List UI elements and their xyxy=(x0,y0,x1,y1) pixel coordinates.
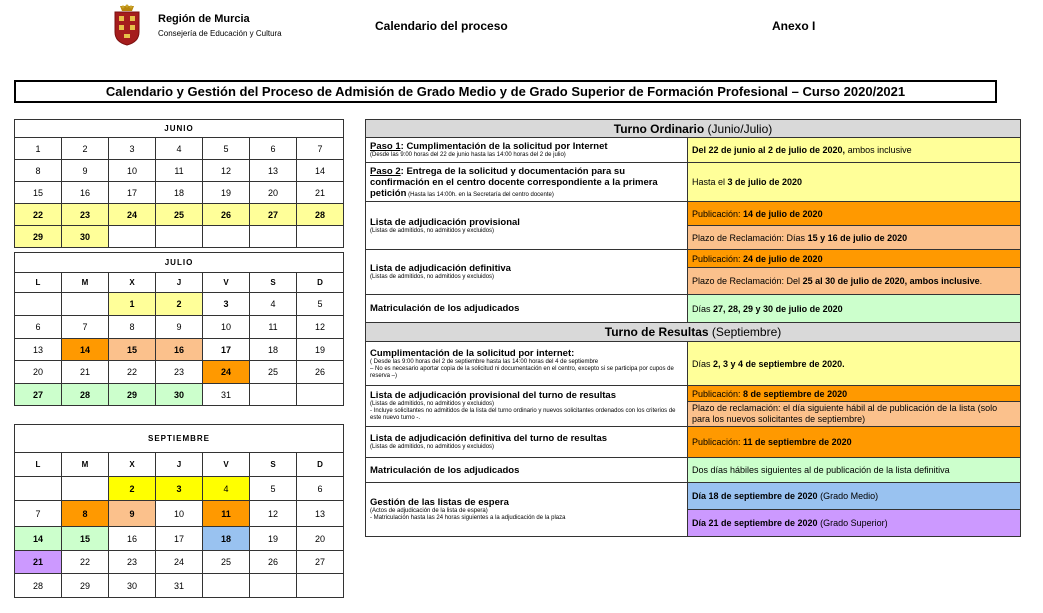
calendar-day xyxy=(297,384,344,406)
calendar-june xyxy=(14,119,344,248)
calendar-day: 3 xyxy=(156,477,203,501)
results-enrolment-label: Matriculación de los adjudicados xyxy=(366,458,688,483)
calendar-day: 20 xyxy=(15,361,62,384)
calendar-day: 22 xyxy=(62,551,109,574)
calendar-day: 31 xyxy=(156,574,203,598)
calendar-day xyxy=(203,574,250,598)
weekday-header: V xyxy=(203,453,250,477)
calendar-day: 1 xyxy=(15,138,62,160)
calendar-day: 5 xyxy=(203,138,250,160)
calendar-day: 19 xyxy=(203,182,250,204)
calendar-day: 25 xyxy=(203,551,250,574)
calendar-day: 14 xyxy=(62,339,109,361)
results-application-label: Cumplimentación de la solicitud por internet: ( Desde las 9:00 horas del 2 de septiembre hasta las 14:00 horas del 4 de septiembre – No es necesario aportar copia de la solicitud ni documentación en el centro, excepto si se participa por cupos de reserva –) xyxy=(366,342,688,386)
calendar-day: 25 xyxy=(250,361,297,384)
calendar-day: 23 xyxy=(62,204,109,226)
calendar-day: 27 xyxy=(250,204,297,226)
calendar-day: 3 xyxy=(109,138,156,160)
calendar-day: 29 xyxy=(109,384,156,406)
calendar-day: 28 xyxy=(15,574,62,598)
calendar-day: 13 xyxy=(15,339,62,361)
calendar-month-name: JUNIO xyxy=(15,120,344,138)
calendar-day: 15 xyxy=(15,182,62,204)
results-definitive-publication: Publicación: 11 de septiembre de 2020 xyxy=(688,427,1021,458)
weekday-header: J xyxy=(156,453,203,477)
calendar-day: 20 xyxy=(250,182,297,204)
calendar-day: 17 xyxy=(156,527,203,551)
main-title: Calendario y Gestión del Proceso de Admisión de Grado Medio y de Grado Superior de Formación Profesional – Curso 2020/2021 xyxy=(14,80,997,103)
calendar-day: 15 xyxy=(62,527,109,551)
weekday-header: D xyxy=(297,453,344,477)
calendar-day: 21 xyxy=(297,182,344,204)
calendar-day: 29 xyxy=(15,226,62,248)
calendar-day: 18 xyxy=(250,339,297,361)
calendar-month-name: SEPTIEMBRE xyxy=(15,425,344,453)
waiting-grado-superior: Día 21 de septiembre de 2020 (Grado Superior) xyxy=(688,510,1021,537)
results-section-heading: Turno de Resultas (Septiembre) xyxy=(366,323,1021,342)
provisional-claim: Plazo de Reclamación: Días 15 y 16 de julio de 2020 xyxy=(688,226,1021,250)
results-enrolment-dates: Dos días hábiles siguientes al de publicación de la lista definitiva xyxy=(688,458,1021,483)
calendar-day: 24 xyxy=(203,361,250,384)
calendar-month-name: JULIO xyxy=(15,253,344,273)
calendar-day: 30 xyxy=(62,226,109,248)
weekday-header: M xyxy=(62,453,109,477)
calendar-day: 16 xyxy=(156,339,203,361)
calendar-day: 7 xyxy=(297,138,344,160)
calendar-day: 1 xyxy=(109,293,156,316)
calendar-day: 4 xyxy=(156,138,203,160)
calendar-day: 9 xyxy=(62,160,109,182)
calendar-day: 24 xyxy=(109,204,156,226)
murcia-coat-of-arms-icon xyxy=(112,4,142,46)
provisional-list-label: Lista de adjudicación provisional (Listas de admitidos, no admitidos y excluidos) xyxy=(366,202,688,250)
weekday-header: S xyxy=(250,273,297,293)
weekday-header: V xyxy=(203,273,250,293)
calendar-day: 13 xyxy=(297,501,344,527)
region-name: Región de Murcia xyxy=(158,13,250,25)
calendar-day: 7 xyxy=(62,316,109,339)
process-table xyxy=(365,119,1021,537)
calendar-day xyxy=(250,574,297,598)
calendar-september xyxy=(14,424,344,598)
calendar-day: 7 xyxy=(15,501,62,527)
calendar-day: 29 xyxy=(62,574,109,598)
calendar-day: 15 xyxy=(109,339,156,361)
calendar-day xyxy=(109,226,156,248)
calendar-day: 6 xyxy=(250,138,297,160)
calendar-day xyxy=(297,574,344,598)
calendar-day: 26 xyxy=(297,361,344,384)
calendar-day xyxy=(62,293,109,316)
calendar-day xyxy=(297,226,344,248)
calendar-day: 26 xyxy=(203,204,250,226)
calendar-day: 28 xyxy=(297,204,344,226)
calendar-day xyxy=(62,477,109,501)
calendar-day: 4 xyxy=(250,293,297,316)
calendar-day xyxy=(250,384,297,406)
calendar-day: 8 xyxy=(15,160,62,182)
definitive-list-label: Lista de adjudicación definitiva (Listas de admitidos, no admitidos y excluidos) xyxy=(366,250,688,295)
calendar-day xyxy=(156,226,203,248)
calendar-day: 18 xyxy=(203,527,250,551)
enrolment-label: Matriculación de los adjudicados xyxy=(366,295,688,323)
paso2-date: Hasta el 3 de julio de 2020 xyxy=(688,163,1021,202)
calendar-day: 23 xyxy=(109,551,156,574)
calendar-day: 8 xyxy=(62,501,109,527)
calendar-day: 10 xyxy=(203,316,250,339)
calendar-day: 11 xyxy=(156,160,203,182)
calendar-day: 10 xyxy=(109,160,156,182)
results-definitive-label: Lista de adjudicación definitiva del turno de resultas (Listas de admitidos, no admitidos y excluidos) xyxy=(366,427,688,458)
results-provisional-claim: Plazo de reclamación: el día siguiente hábil al de publicación de la lista (solo para los nuevos solicitantes de septiembre) xyxy=(688,402,1021,427)
calendar-day: 31 xyxy=(203,384,250,406)
calendar-july xyxy=(14,252,344,406)
calendar-day: 20 xyxy=(297,527,344,551)
waiting-list-label: Gestión de las listas de espera (Actos de adjudicación de la lista de espera) - Matriculación hasta las 24 horas siguientes a la adjudicación de la plaza xyxy=(366,483,688,537)
weekday-header: M xyxy=(62,273,109,293)
calendar-day: 28 xyxy=(62,384,109,406)
calendar-day: 10 xyxy=(156,501,203,527)
calendar-day: 9 xyxy=(109,501,156,527)
calendar-day: 11 xyxy=(203,501,250,527)
calendar-day: 9 xyxy=(156,316,203,339)
calendar-day: 12 xyxy=(297,316,344,339)
calendar-day: 16 xyxy=(109,527,156,551)
calendar-day: 25 xyxy=(156,204,203,226)
calendar-day xyxy=(15,293,62,316)
calendar-day: 6 xyxy=(15,316,62,339)
weekday-header: X xyxy=(109,453,156,477)
calendar-day: 4 xyxy=(203,477,250,501)
calendar-day: 5 xyxy=(250,477,297,501)
provisional-publication: Publicación: 14 de julio de 2020 xyxy=(688,202,1021,226)
calendar-day: 24 xyxy=(156,551,203,574)
calendar-day: 11 xyxy=(250,316,297,339)
definitive-claim: Plazo de Reclamación: Del 25 al 30 de julio de 2020, ambos inclusive. xyxy=(688,268,1021,295)
calendar-day xyxy=(203,226,250,248)
calendar-day: 16 xyxy=(62,182,109,204)
results-provisional-label: Lista de adjudicación provisional del turno de resultas (Listas de admitidos, no admitidos y excluidos) - Incluye solicitantes no admitidos de la lista del turno ordinario y nuevos solicitantes ordenados con los criterios de este nuevo turno -. xyxy=(366,386,688,427)
weekday-header: L xyxy=(15,273,62,293)
calendar-day: 23 xyxy=(156,361,203,384)
calendar-day: 3 xyxy=(203,293,250,316)
consejeria-name: Consejería de Educación y Cultura xyxy=(158,29,282,38)
calendar-day: 17 xyxy=(109,182,156,204)
calendar-day xyxy=(250,226,297,248)
calendar-day: 30 xyxy=(109,574,156,598)
enrolment-dates: Días 27, 28, 29 y 30 de julio de 2020 xyxy=(688,295,1021,323)
calendar-day: 21 xyxy=(62,361,109,384)
calendar-day: 2 xyxy=(109,477,156,501)
calendar-day: 21 xyxy=(15,551,62,574)
calendar-day: 8 xyxy=(109,316,156,339)
calendar-day: 18 xyxy=(156,182,203,204)
paso1-label: Paso 1: Cumplimentación de la solicitud por Internet (Desde las 9:00 horas del 22 de junio hasta las 14:00 horas del 2 de julio) xyxy=(366,138,688,163)
calendar-day: 14 xyxy=(15,527,62,551)
calendar-day: 22 xyxy=(15,204,62,226)
annex-label: Anexo I xyxy=(772,19,816,33)
calendar-day xyxy=(15,477,62,501)
calendar-day: 26 xyxy=(250,551,297,574)
calendar-day: 2 xyxy=(62,138,109,160)
calendar-day: 6 xyxy=(297,477,344,501)
weekday-header: X xyxy=(109,273,156,293)
paso1-date: Del 22 de junio al 2 de julio de 2020, ambos inclusive xyxy=(688,138,1021,163)
weekday-header: L xyxy=(15,453,62,477)
waiting-grado-medio: Día 18 de septiembre de 2020 (Grado Medio) xyxy=(688,483,1021,510)
paso2-label: Paso 2: Entrega de la solicitud y documentación para su confirmación en el centro docente correspondiente a la primera petición (Hasta las 14:00h. en la Secretaría del centro docente) xyxy=(366,163,688,202)
calendar-day: 27 xyxy=(297,551,344,574)
calendar-day: 17 xyxy=(203,339,250,361)
calendar-day: 14 xyxy=(297,160,344,182)
ordinary-section-heading: Turno Ordinario (Junio/Julio) xyxy=(366,120,1021,138)
header-title: Calendario del proceso xyxy=(375,19,508,33)
results-provisional-publication: Publicación: 8 de septiembre de 2020 xyxy=(688,386,1021,402)
calendar-day: 12 xyxy=(250,501,297,527)
weekday-header: S xyxy=(250,453,297,477)
calendar-day: 27 xyxy=(15,384,62,406)
results-application-dates: Días 2, 3 y 4 de septiembre de 2020. xyxy=(688,342,1021,386)
calendar-day: 19 xyxy=(297,339,344,361)
weekday-header: D xyxy=(297,273,344,293)
calendar-day: 2 xyxy=(156,293,203,316)
calendar-day: 5 xyxy=(297,293,344,316)
calendar-day: 30 xyxy=(156,384,203,406)
definitive-publication: Publicación: 24 de julio de 2020 xyxy=(688,250,1021,268)
calendar-day: 13 xyxy=(250,160,297,182)
weekday-header: J xyxy=(156,273,203,293)
calendar-day: 22 xyxy=(109,361,156,384)
calendar-day: 12 xyxy=(203,160,250,182)
calendar-day: 19 xyxy=(250,527,297,551)
